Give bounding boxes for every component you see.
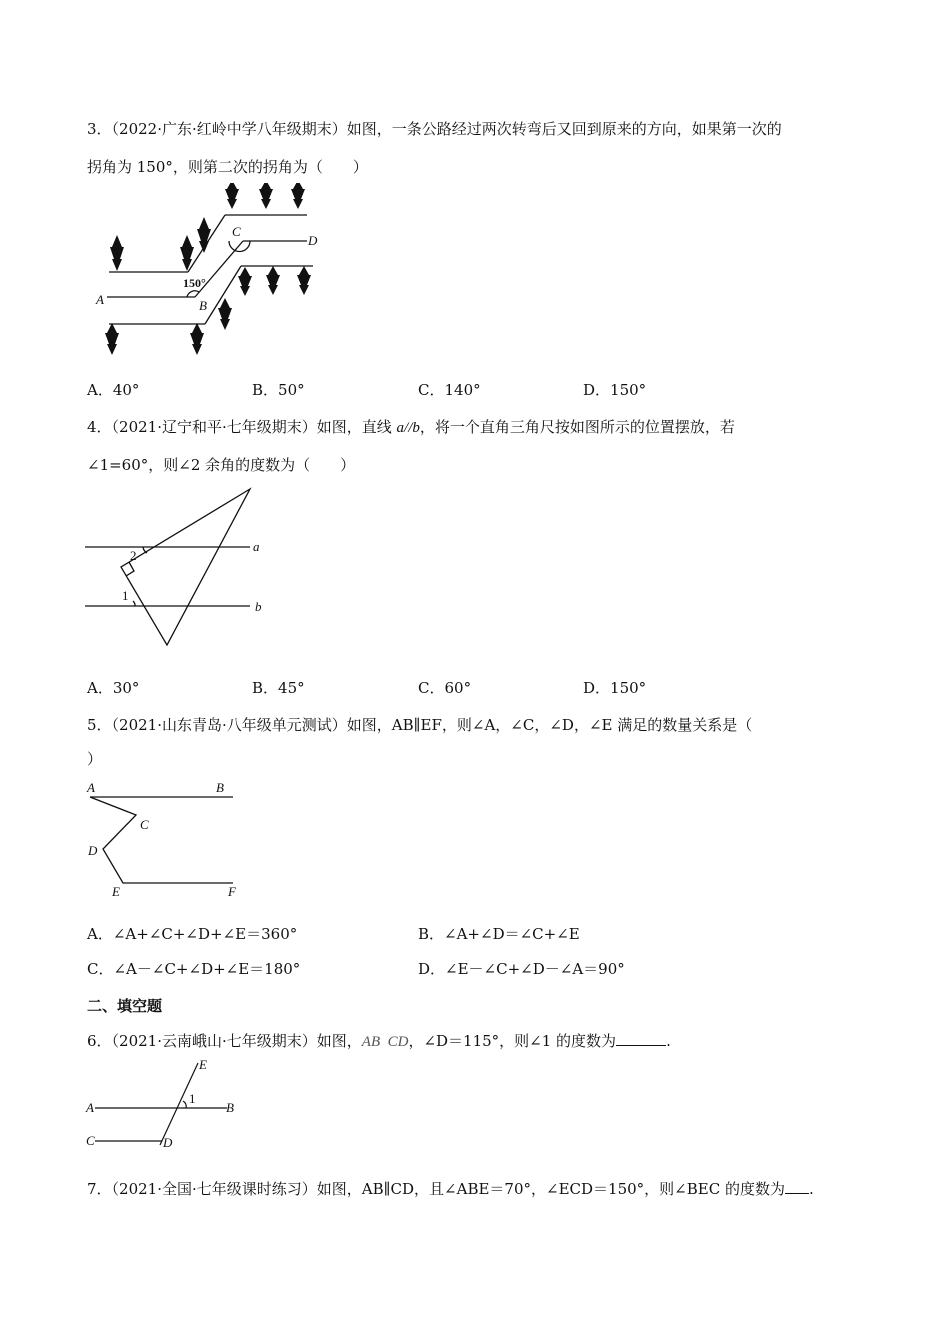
q3-option-c: C．140° [418, 381, 481, 399]
q4-option-c: C．60° [418, 679, 472, 697]
q3-fig-label-a: A [96, 292, 104, 307]
q4-option-a: A．30° [87, 679, 140, 697]
q4-source: （2021·辽宁和平·七年级期末） [111, 418, 317, 436]
q5-stem-2: ） [87, 750, 103, 768]
q6-fig-c: C [86, 1133, 95, 1148]
q4-fig-one: 1 [122, 588, 129, 603]
q7-number: 7． [87, 1180, 112, 1198]
q5-fig-d: D [88, 843, 98, 858]
q4-line1 [87, 416, 735, 437]
q5-fig-f: F [228, 884, 236, 899]
q4-stem-1: 如图，直线 [316, 418, 397, 436]
q3-option-d: D．150° [583, 381, 647, 399]
tree-icons [105, 183, 311, 355]
q5-number: 5． [87, 716, 112, 734]
q3-fig-label-c: C [232, 224, 241, 239]
q4-option-b: B．45° [252, 679, 305, 697]
q4-fig-b: b [255, 599, 262, 614]
q3-stem-1: 如图，一条公路经过两次转弯后又回到原来的方向，如果第一次的 [346, 120, 782, 138]
q3-line1 [87, 118, 782, 139]
q4-figure-triangle [85, 485, 275, 655]
q4-number: 4． [87, 418, 112, 436]
q5-fig-c: C [140, 817, 149, 832]
q4-fig-two: 2 [130, 548, 137, 563]
q4-stem-2: ∠1=60°，则∠2 余角的度数为（ ） [87, 456, 356, 474]
q4-stem-1b: ，将一个直角三角尺按如图所示的位置摆放，若 [419, 418, 735, 436]
q3-option-a: A．40° [87, 381, 140, 399]
q5-stem-1: 如图，AB∥EF，则∠A，∠C，∠D，∠E 满足的数量关系是（ [346, 716, 753, 734]
q5-fig-e: E [112, 884, 120, 899]
q5-line1 [87, 714, 752, 735]
q5-line2 [87, 748, 102, 769]
section-heading-fill-in: 二、填空题 [87, 997, 163, 1015]
q3-figure-road [95, 183, 335, 358]
q5-option-a: A．∠A+∠C+∠D+∠E＝360° [87, 925, 298, 943]
q6-fig-e: E [199, 1057, 207, 1072]
q6-fig-a: A [86, 1100, 94, 1115]
q7-stem: 如图，AB∥CD，且∠ABE＝70°，∠ECD＝150°，则∠BEC 的度数为 [316, 1180, 785, 1198]
q6-stem-1: 如图， [316, 1032, 362, 1050]
q3-source: （2022·广东·红岭中学八年级期末） [111, 120, 347, 138]
q5-option-d: D．∠E－∠C+∠D－∠A＝90° [418, 960, 625, 978]
q6-stem-2: ，∠D＝115°，则∠1 的度数为 [408, 1032, 617, 1050]
q5-fig-a: A [87, 780, 95, 795]
q6-number: 6． [87, 1032, 112, 1050]
q3-option-b: B．50° [252, 381, 305, 399]
q6-source: （2021·云南峨山·七年级期末） [111, 1032, 317, 1050]
q6-fig-b: B [226, 1100, 234, 1115]
q6-answer-blank [616, 1033, 666, 1046]
q3-number: 3． [87, 120, 112, 138]
q7-answer-blank [785, 1181, 809, 1194]
q5-source: （2021·山东青岛·八年级单元测试） [111, 716, 347, 734]
q6-line1 [87, 1030, 671, 1051]
q7-source: （2021·全国·七年级课时练习） [111, 1180, 317, 1198]
q5-fig-b: B [216, 780, 224, 795]
q5-figure [85, 775, 250, 900]
q4-variable: a//b [396, 420, 420, 436]
q3-fig-label-b: B [199, 298, 207, 313]
q6-fig-one: 1 [189, 1091, 196, 1106]
q5-option-c: C．∠A－∠C+∠D+∠E＝180° [87, 960, 301, 978]
q6-fig-d: D [163, 1135, 173, 1150]
q3-line2 [87, 156, 368, 177]
q4-option-d: D．150° [583, 679, 647, 697]
q4-fig-a: a [253, 539, 260, 554]
q3-fig-angle: 150° [183, 276, 206, 290]
q7-line1 [87, 1178, 814, 1199]
q6-end: . [666, 1032, 671, 1050]
q3-fig-label-d: D [308, 233, 318, 248]
q7-end: . [808, 1180, 814, 1198]
q4-line2 [87, 454, 355, 475]
q5-option-b: B．∠A+∠D＝∠C+∠E [418, 925, 580, 943]
q6-figure [85, 1055, 245, 1155]
q3-stem-2: 拐角为 150°，则第二次的拐角为（ ） [87, 158, 368, 176]
q6-formula: AB CD [361, 1034, 409, 1050]
